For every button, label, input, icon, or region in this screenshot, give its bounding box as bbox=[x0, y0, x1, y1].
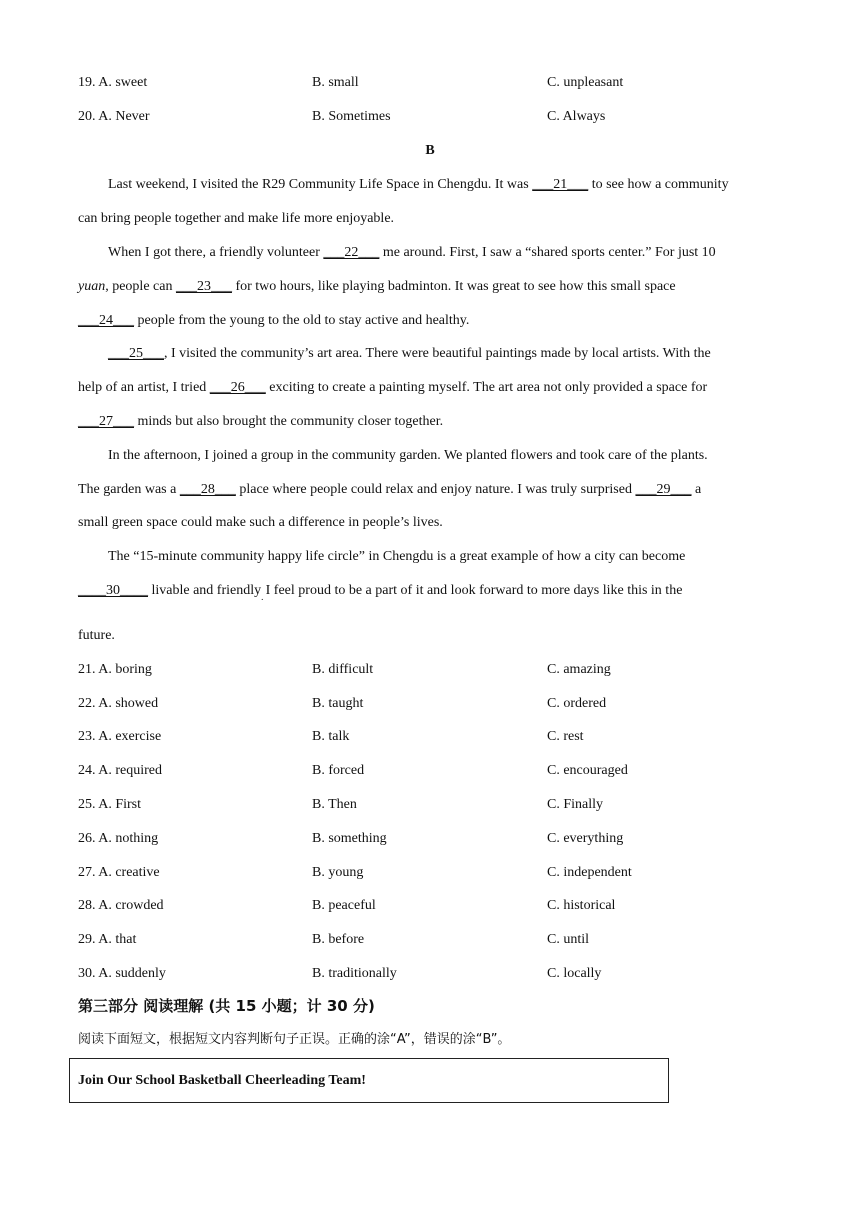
option-30-a: 30. A. suddenly bbox=[78, 966, 166, 981]
passage-text: . bbox=[261, 592, 266, 602]
reading-box-title: Join Our School Basketball Cheerleading Team! bbox=[78, 1073, 366, 1088]
part3-title: 第三部分 阅读理解 (共 15 小题；计 30 分) bbox=[78, 997, 375, 1015]
passage-text: help of an artist, I tried bbox=[78, 380, 210, 395]
blank-23: ___23___ bbox=[175, 279, 232, 294]
option-23-b: B. talk bbox=[312, 729, 350, 744]
blank-21: ___21___ bbox=[532, 177, 589, 192]
option-22-a: 22. A. showed bbox=[78, 696, 159, 711]
passage-text: In the afternoon, I joined a group in the community garden. We planted flowers and took care of the plants. bbox=[108, 448, 708, 463]
option-23-c: C. rest bbox=[547, 729, 584, 744]
passage-text: I feel proud to be a part of it and look forward to more days like this in the bbox=[265, 583, 683, 598]
option-20-b: B. Sometimes bbox=[312, 109, 391, 124]
passage-line-1 bbox=[108, 175, 813, 195]
option-19-b: B. small bbox=[312, 75, 359, 90]
passage-text: livable and friendly bbox=[148, 583, 262, 598]
option-25-a: 25. A. First bbox=[78, 797, 142, 812]
option-30-c: C. locally bbox=[547, 966, 602, 981]
blank-22: ___22___ bbox=[323, 245, 380, 260]
option-23-a: 23. A. exercise bbox=[78, 729, 162, 744]
option-20-a: 20. A. Never bbox=[78, 109, 150, 124]
blank-25: ___25___ bbox=[108, 346, 164, 361]
option-29-a: 29. A. that bbox=[78, 932, 137, 947]
passage-line-12 bbox=[108, 547, 813, 567]
option-22-c: C. ordered bbox=[547, 696, 607, 711]
passage-text: place where people could relax and enjoy nature. I was truly surprised bbox=[235, 482, 636, 497]
option-19-a: 19. A. sweet bbox=[78, 75, 148, 90]
passage-italic: yuan bbox=[78, 279, 106, 294]
option-27-a: 27. A. creative bbox=[78, 865, 160, 880]
option-26-c: C. everything bbox=[547, 831, 624, 846]
passage-line-14 bbox=[78, 626, 783, 646]
passage-text: small green space could make such a difference in people’s lives. bbox=[78, 515, 443, 530]
passage-text: The garden was a bbox=[78, 482, 180, 497]
option-29-c: C. until bbox=[547, 932, 590, 947]
passage-text: people from the young to the old to stay active and healthy. bbox=[134, 313, 470, 328]
passage-line-10 bbox=[78, 480, 783, 500]
option-22-b: B. taught bbox=[312, 696, 364, 711]
passage-line-13 bbox=[78, 581, 783, 601]
section-b-heading: B bbox=[425, 143, 435, 158]
option-26-a: 26. A. nothing bbox=[78, 831, 159, 846]
passage-text: Last weekend, I visited the R29 Community Life Space in Chengdu. It was bbox=[108, 177, 533, 192]
passage-line-6 bbox=[108, 344, 813, 364]
option-24-b: B. forced bbox=[312, 763, 365, 778]
passage-line-4 bbox=[78, 277, 783, 297]
blank-30: ____30____ bbox=[78, 583, 148, 598]
option-25-b: B. Then bbox=[312, 797, 357, 812]
option-25-c: C. Finally bbox=[547, 797, 604, 812]
option-26-b: B. something bbox=[312, 831, 387, 846]
passage-text: a bbox=[691, 482, 702, 497]
passage-line-8 bbox=[78, 412, 783, 432]
option-28-c: C. historical bbox=[547, 898, 616, 913]
passage-text: The “15-minute community happy life circle” in Chengdu is a great example of how a city can become bbox=[108, 549, 686, 564]
passage-line-11 bbox=[78, 513, 783, 533]
passage-text: future. bbox=[78, 628, 115, 643]
passage-text: exciting to create a painting myself. The art area not only provided a space for bbox=[265, 380, 708, 395]
option-27-c: C. independent bbox=[547, 865, 632, 880]
option-29-b: B. before bbox=[312, 932, 365, 947]
passage-text: , people can bbox=[105, 279, 176, 294]
passage-line-7 bbox=[78, 378, 783, 398]
passage-text: for two hours, like playing badminton. It was great to see how this small space bbox=[231, 279, 676, 294]
passage-text: to see how a community bbox=[588, 177, 729, 192]
option-24-a: 24. A. required bbox=[78, 763, 162, 778]
blank-24: ___24___ bbox=[78, 313, 134, 328]
passage-text: me around. First, I saw a “shared sports center.” For just 10 bbox=[379, 245, 716, 260]
passage-text: When I got there, a friendly volunteer bbox=[108, 245, 324, 260]
option-21-c: C. amazing bbox=[547, 662, 611, 677]
passage-line-3 bbox=[108, 243, 813, 263]
option-27-b: B. young bbox=[312, 865, 364, 880]
passage-text: can bring people together and make life more enjoyable. bbox=[78, 211, 395, 226]
blank-29: ___29___ bbox=[635, 482, 692, 497]
option-30-b: B. traditionally bbox=[312, 966, 397, 981]
passage-line-2 bbox=[78, 209, 783, 229]
blank-26: ___26___ bbox=[209, 380, 266, 395]
option-21-a: 21. A. boring bbox=[78, 662, 152, 677]
passage-line-9 bbox=[108, 446, 813, 466]
part3-instruction: 阅读下面短文，根据短文内容判断句子正误。正确的涂“A”，错误的涂“B”。 bbox=[78, 1032, 511, 1047]
reading-box bbox=[69, 1058, 669, 1103]
option-28-b: B. peaceful bbox=[312, 898, 376, 913]
option-20-c: C. Always bbox=[547, 109, 606, 124]
passage-text: minds but also brought the community closer together. bbox=[134, 414, 444, 429]
option-19-c: C. unpleasant bbox=[547, 75, 624, 90]
blank-27: ___27___ bbox=[78, 414, 134, 429]
option-28-a: 28. A. crowded bbox=[78, 898, 164, 913]
option-24-c: C. encouraged bbox=[547, 763, 628, 778]
option-21-b: B. difficult bbox=[312, 662, 374, 677]
blank-28: ___28___ bbox=[179, 482, 236, 497]
passage-line-5 bbox=[78, 311, 783, 331]
passage-text: , I visited the community’s art area. There were beautiful paintings made by local artists. With the bbox=[164, 346, 711, 361]
